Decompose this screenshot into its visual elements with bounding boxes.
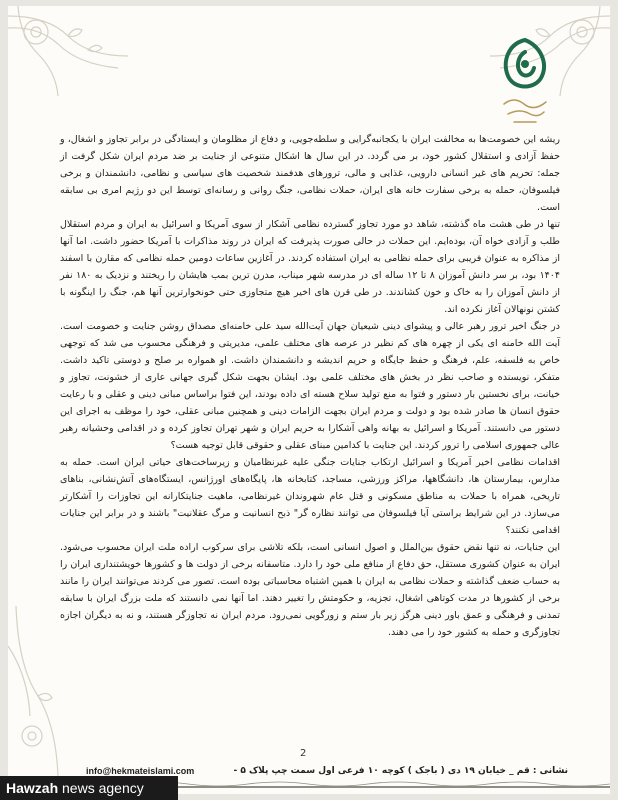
corner-ornament-icon	[8, 6, 158, 96]
footer-email[interactable]: info@hekmateislami.com	[86, 766, 195, 776]
paragraph: اقدامات نظامی اخیر آمریکا و اسرائیل ارتکاب جنایات جنگی علیه غیرنظامیان و زیرساخت‌های حیاتی ایران است. حمله به مدارس، بیمارستان ها، دانشگاهها، مراکز ورزشی، مساجد، کتابخانه ها، پایگاه‌های اورژانس، ایستگاه‌های آتش‌نشانی، بناهای تاریخی، همراه با حملات به مناطق مسکونی و قتل عام شهروندان غیرنظامی، ماهیت جنایتکارانه این تجاوزات را آشکارتر می‌سازد. در این شرایط براستی آیا فیلسوفان می توانند نظاره گر" ذبح انسانیت و مرگ عقلانیت" باشند و در برابر این جنایات اقدامی نکنند؟	[60, 457, 560, 536]
paragraph: تنها در طی هشت ماه گذشته، شاهد دو مورد تجاوز گسترده نظامی آشکار از سوی آمریکا و اسرائیل به ایران و مردم استقلال طلب و آزادی خواه آن، بوده‌ایم. این حملات در حالی صورت پذیرفت که ایران در روند مذاکرات با آمریکا حضور داشت. اما آنها از مذاکره به عنوان فریبی برای حمله نظامی به ایران استفاده کردند. در آغازین ساعات دومین حمله نظامی که مقارن با اسفند ۱۴۰۴ بود، بر سر دانش آموزان ۸ تا ۱۲ ساله ای در مدرسه شهر میناب، مدرن ترین بمب هایشان را ریختند و نزدیک به ۱۸۰ نفر از دانش آموزان را به خاک و خون کشاندند. در طی قرن های اخیر هیچ متجاوزی حتی خونخوارترین آنها هم، جنگ را اینگونه با کشتن نونهالان آغاز نکرده اند.	[60, 219, 560, 315]
watermark-suffix: news agency	[58, 780, 144, 796]
document-page	[8, 6, 610, 794]
footer-address: نشانی : قم _ خیابان ۱۹ دی ( باجک ) کوچه ۱۰ فرعی اول سمت چپ پلاک ۵ -	[233, 766, 568, 776]
corner-ornament-icon	[8, 606, 68, 776]
page-number: 2	[300, 748, 307, 759]
paragraph: در جنگ اخیر ترور رهبر عالی و پیشوای دینی شیعیان جهان آیت‌الله سید علی خامنه‌ای مصداق روشن جنایت و خصومت است. آیت الله خامنه ای یکی از چهره های کم نظیر در عرصه های مختلف علمی، مدیریتی و فرهنگی محسوب می شد که توجهی خاص به فلسفه، علم، فرهنگ و حفظ جایگاه و حریم اندیشه و دانشمندان داشت. او همواره بر صلح و دوستی تاکید داشت. متفکر، نویسنده و صاحب نظر در بخش های مختلف علمی بود. ایشان بجهت شکل گیری جهانی عاری از خشونت، تجاوز و خیانت، برای نخستین بار دستور و فتوا به منع تولید سلاح هسته ای داده بودند، این فتوا براساس مبانی دینی و عقلی و با رعایت حقوق انسان ها صادر شده بود و دولت و مردم ایران بجهت الزامات دینی و همچنین مبانی عقلی، خود را موظف به اجرای این دستور می دانستند. آمریکا و اسرائیل به بهانه واهی آشکارا به حریم ایران و شهر تهران تجاوز کرده و در اقدامی وحشیانه رهبر عالی جمهوری اسلامی را ترور کردند. این جنایت با کدامین مبنای عقلی و حقوقی قابل توجیه هست؟	[60, 321, 560, 451]
paragraph: ریشه این خصومت‌ها به مخالفت ایران با یکجانبه‌گرایی و سلطه‌جویی، و دفاع از مظلومان و ایستادگی در برابر تجاوز و اشغال، و حفظ آزادی و استقلال کشور خود، بر می گردد. در این سال ها اشکال متنوعی از جنایت بر ضد مردم ایران شکل گرفت از جمله: تحریم های غیر انسانی دارویی، غذایی و مالی، ترورهای هدفمند شخصیت های سیاسی و نظامی، دانشمندان و برخی فیلسوفان، حمله به برخی سفارت خانه های ایران، حملات نظامی، جنگ روانی و رسانه‌ای توسط این دو رژیم امری بی سابقه است.	[60, 134, 560, 213]
article-body	[60, 131, 560, 641]
watermark-brand: Hawzah	[6, 780, 59, 796]
news-agency-watermark	[0, 776, 178, 800]
paragraph: این جنایات، نه تنها نقض حقوق بین‌الملل و اصول انسانی است، بلکه تلاشی برای سرکوب اراده ملت ایران محسوب می‌شود. ایران به عنوان کشوری مستقل، حق دفاع از منافع ملی خود را دارد. متاسفانه برخی از دولت ها و کشورها خویشتنداری ایران را به حساب ضعف گذاشته و حملات نظامی به ایران با همین اشتباه محاسباتی بوده است. تصور می کردند می‌توانند ایران را مانند برخی از کشورها در مدت کوتاهی اشغال، تجزیه، و حکومتش را تغییر دهند. اما آنها نمی دانستند که ملت بزرگ ایران با سابقه تمدنی و فرهنگی و عمق باور دینی هرگز زیر بار ستم و زورگویی نمی‌رود. مردم ایران نه تجاوزگر هستند، و نه به دیگران اجازه تجاوزگری و حمله به کشور خود را می دهند.	[60, 542, 560, 638]
institute-logo-icon	[494, 34, 556, 128]
